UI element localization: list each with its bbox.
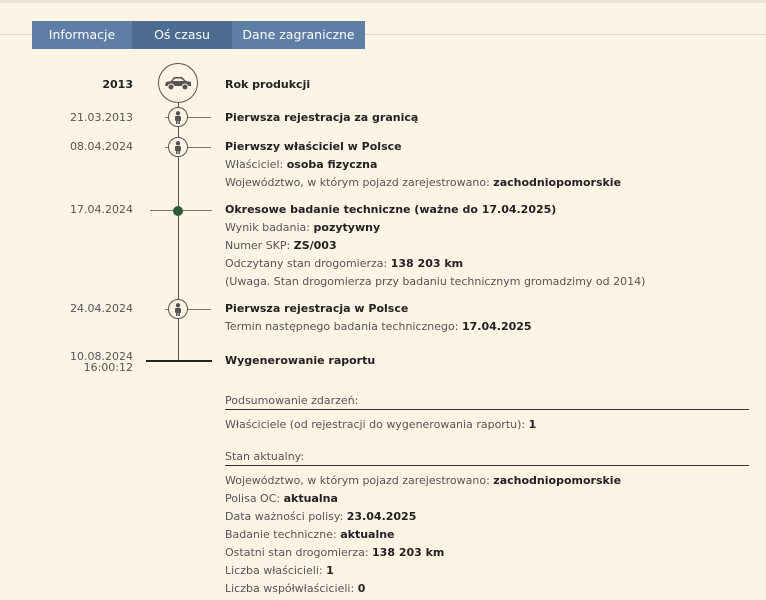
event-date: 08.04.2024 bbox=[70, 140, 133, 153]
current-row: Data ważności polisy: 23.04.2025 bbox=[225, 510, 417, 523]
top-border bbox=[0, 0, 766, 3]
event-title: Pierwszy właściciel w Polsce bbox=[225, 140, 402, 153]
current-row: Województwo, w którym pojazd zarejestrowano: zachodniopomorskie bbox=[225, 474, 622, 487]
current-heading: Stan aktualny: bbox=[225, 450, 305, 463]
person-icon bbox=[168, 137, 188, 157]
person-icon bbox=[168, 107, 188, 127]
summary-rule bbox=[225, 409, 749, 410]
event-detail: Numer SKP: ZS/003 bbox=[225, 239, 337, 252]
event-date: 17.04.2024 bbox=[70, 203, 133, 216]
event-title: Pierwsza rejestracja w Polsce bbox=[225, 302, 409, 315]
current-rule bbox=[225, 465, 749, 466]
person-icon bbox=[168, 299, 188, 319]
current-row: Liczba właścicieli: 1 bbox=[225, 564, 334, 577]
event-date: 2013 bbox=[102, 78, 133, 91]
current-row: Polisa OC: aktualna bbox=[225, 492, 338, 505]
event-time: 16:00:12 bbox=[83, 361, 133, 374]
event-title: Rok produkcji bbox=[225, 78, 311, 91]
tab-bar bbox=[32, 21, 365, 49]
summary-owners: Właściciele (od rejestracji do wygenerowania raportu): 1 bbox=[225, 418, 537, 431]
event-detail: Wynik badania: pozytywny bbox=[225, 221, 381, 234]
summary-heading: Podsumowanie zdarzeń: bbox=[225, 394, 359, 407]
event-title: Okresowe badanie techniczne (ważne do 17.04.2025) bbox=[225, 203, 557, 216]
current-row: Badanie techniczne: aktualne bbox=[225, 528, 395, 541]
event-date: 21.03.2013 bbox=[70, 111, 133, 124]
current-row: Liczba współwłaścicieli: 0 bbox=[225, 582, 366, 595]
event-date: 10.08.2024 bbox=[70, 350, 133, 363]
event-title: Wygenerowanie raportu bbox=[225, 354, 376, 367]
tab-dane-zagraniczne[interactable]: Dane zagraniczne bbox=[232, 21, 365, 49]
event-date: 24.04.2024 bbox=[70, 302, 133, 315]
inspection-dot bbox=[173, 206, 183, 216]
event-title: Pierwsza rejestracja za granicą bbox=[225, 111, 419, 124]
current-row: Ostatni stan drogomierza: 138 203 km bbox=[225, 546, 445, 559]
event-detail: Województwo, w którym pojazd zarejestrowano: zachodniopomorskie bbox=[225, 176, 622, 189]
event-detail: Termin następnego badania technicznego: 17.04.2025 bbox=[225, 320, 532, 333]
car-icon bbox=[158, 63, 198, 103]
tab-os-czasu[interactable]: Oś czasu bbox=[132, 21, 232, 49]
event-detail: Odczytany stan drogomierza: 138 203 km bbox=[225, 257, 464, 270]
timeline-end-bar bbox=[146, 360, 212, 362]
event-detail: Właściciel: osoba fizyczna bbox=[225, 158, 378, 171]
tab-informacje[interactable]: Informacje bbox=[32, 21, 132, 49]
event-note: (Uwaga. Stan drogomierza przy badaniu technicznym gromadzimy od 2014) bbox=[225, 275, 646, 288]
